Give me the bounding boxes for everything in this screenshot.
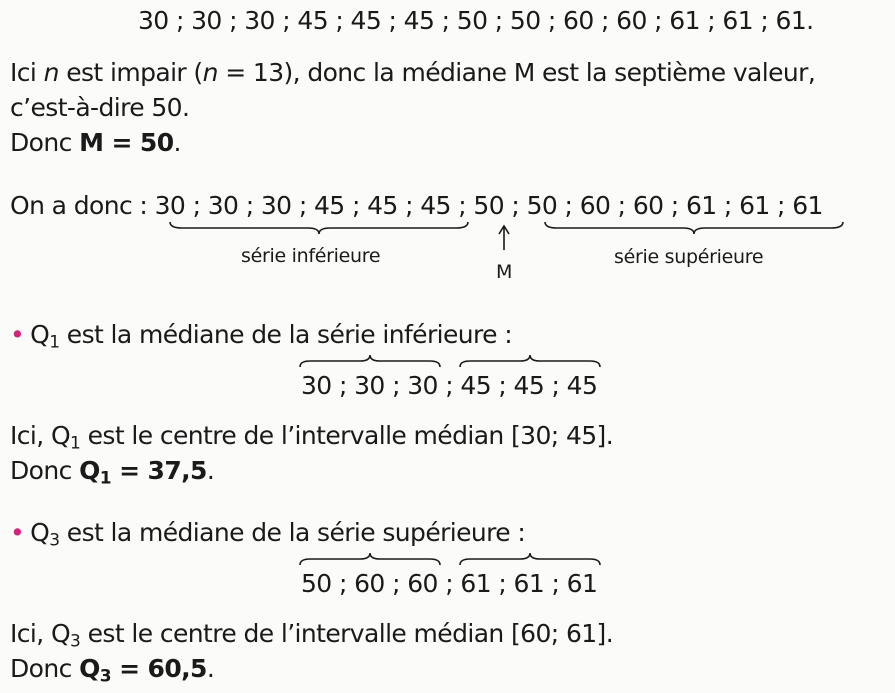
lower-series-brace [168,220,470,236]
upper-series: 50 ; 60 ; 60 ; 61 ; 61 ; 61 [526,191,823,220]
ordered-series: 30 ; 30 ; 30 ; 45 ; 45 ; 45 ; 50 ; 50 ; 60 ; 60 ; 61 ; 61 ; 61. [138,6,814,35]
median-explanation-line2: c’est-à-dire 50. [10,93,190,122]
upper-series-label: série supérieure [614,246,764,268]
median-result: Donc M = 50. [10,128,181,157]
lower-series-label: série inférieure [241,245,381,267]
q1-heading: • $Q_1$ est la médiane de la série inférieure : [10,320,513,353]
q3-result: Donc $Q_3 = 60,5$. [10,654,215,687]
bullet-icon: • [10,320,25,349]
q1-right-group-brace [458,354,602,368]
q3-right-group-brace [458,552,602,566]
median-label: M [496,261,513,283]
q1-result: Donc $Q_1 = 37,5$. [10,456,215,489]
upper-series-brace [543,220,845,236]
lower-series: 30 ; 30 ; 30 ; 45 ; 45 ; 45 [154,191,451,220]
q3-explanation: Ici, $Q_3$ est le centre de l’intervalle médian [60; 61]. [10,619,614,652]
q1-left-group-brace [298,354,442,368]
q3-grouped-series: 50 ; 60 ; 60 ; 61 ; 61 ; 61 [301,569,598,598]
median-explanation-line1: Ici n est impair (n = 13), donc la médiane M est la septième valeur, [10,58,816,87]
median-value: 50 [473,191,505,220]
median-arrow-icon [496,224,512,252]
q1-grouped-series: 30 ; 30 ; 30 ; 45 ; 45 ; 45 [301,371,598,400]
q3-heading: • $Q_3$ est la médiane de la série supérieure : [10,518,526,551]
bullet-icon: • [10,518,25,547]
q3-left-group-brace [298,552,442,566]
q1-explanation: Ici, $Q_1$ est le centre de l’intervalle médian [30; 45]. [10,421,614,454]
split-series: On a donc : 30 ; 30 ; 30 ; 45 ; 45 ; 45 ; 50 ; 50 ; 60 ; 60 ; 61 ; 61 ; 61 [10,191,823,220]
